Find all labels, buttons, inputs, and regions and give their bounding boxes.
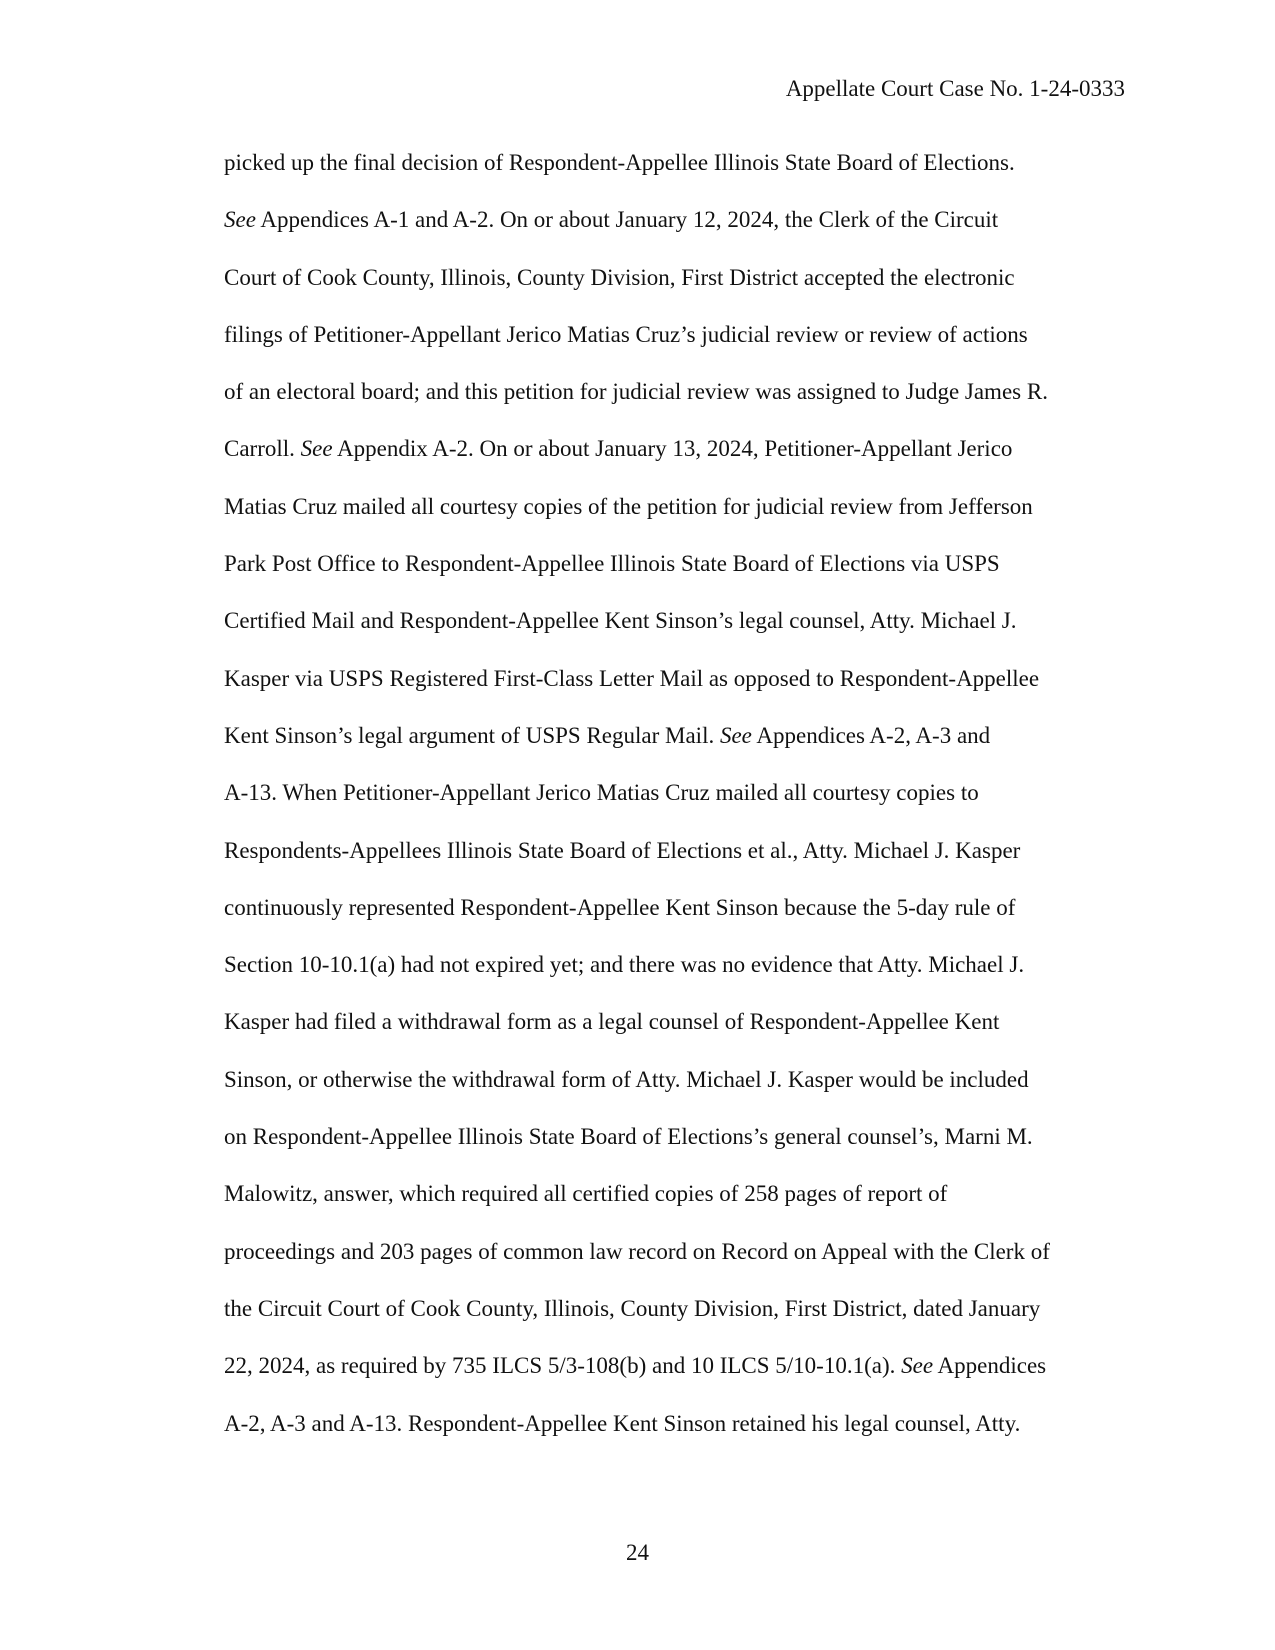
citation-signal: See bbox=[901, 1353, 934, 1379]
text-segment: Appendices A-1 and A-2. On or about January 12, 2024, the Clerk of the Circuit bbox=[255, 207, 999, 233]
text-line bbox=[224, 547, 1124, 604]
text-line bbox=[224, 1177, 1124, 1234]
text-segment: A-13. When Petitioner-Appellant Jerico Matias Cruz mailed all courtesy copies to bbox=[224, 780, 979, 806]
text-segment: Appendices A-2, A-3 and bbox=[751, 722, 991, 748]
text-segment: continuously represented Respondent-Appellee Kent Sinson because the 5-day rule of bbox=[224, 894, 1016, 920]
text-line bbox=[224, 261, 1124, 318]
body-paragraph bbox=[224, 146, 1124, 1464]
text-segment: proceedings and 203 pages of common law record on Record on Appeal with the Clerk of bbox=[224, 1238, 1050, 1264]
text-segment: 22, 2024, as required by 735 ILCS 5/3-108(b) and 10 ILCS 5/10-10.1(a). bbox=[224, 1353, 902, 1379]
text-segment: Appendices bbox=[933, 1353, 1047, 1379]
text-segment: Kasper had filed a withdrawal form as a legal counsel of Respondent-Appellee Kent bbox=[224, 1009, 1000, 1035]
text-segment: filings of Petitioner-Appellant Jerico Matias Cruz’s judicial review or review of actions bbox=[224, 321, 1028, 347]
text-line bbox=[224, 1235, 1124, 1292]
text-segment: Respondents-Appellees Illinois State Board of Elections et al., Atty. Michael J. Kasper bbox=[224, 837, 1021, 863]
text-line bbox=[224, 1292, 1124, 1349]
text-line bbox=[224, 432, 1124, 489]
text-segment: Certified Mail and Respondent-Appellee Kent Sinson’s legal counsel, Atty. Michael J. bbox=[224, 608, 1017, 634]
text-line bbox=[224, 662, 1124, 719]
text-line bbox=[224, 1349, 1124, 1406]
citation-signal: See bbox=[224, 207, 256, 233]
text-segment: on Respondent-Appellee Illinois State Board of Elections’s general counsel’s, Marni M. bbox=[224, 1124, 1033, 1150]
text-line bbox=[224, 203, 1124, 260]
text-segment: the Circuit Court of Cook County, Illinois, County Division, First District, dated January bbox=[224, 1295, 1041, 1321]
text-segment: Appendix A-2. On or about January 13, 2024, Petitioner-Appellant Jerico bbox=[332, 436, 1013, 462]
text-segment: A-2, A-3 and A-13. Respondent-Appellee Kent Sinson retained his legal counsel, Atty. bbox=[224, 1410, 1021, 1436]
text-segment: Carroll. bbox=[224, 436, 301, 462]
text-line bbox=[224, 948, 1124, 1005]
text-segment: Court of Cook County, Illinois, County Division, First District accepted the electronic bbox=[224, 264, 1015, 290]
text-segment: of an electoral board; and this petition for judicial review was assigned to Judge James R. bbox=[224, 379, 1048, 405]
text-segment: Sinson, or otherwise the withdrawal form of Atty. Michael J. Kasper would be included bbox=[224, 1066, 1029, 1092]
text-line bbox=[224, 375, 1124, 432]
text-segment: Kasper via USPS Registered First-Class Letter Mail as opposed to Respondent-Appellee bbox=[224, 665, 1040, 691]
case-number-header: Appellate Court Case No. 1-24-0333 bbox=[785, 76, 1125, 101]
text-segment: Matias Cruz mailed all courtesy copies of the petition for judicial review from Jefferson bbox=[224, 493, 1033, 519]
text-segment: Kent Sinson’s legal argument of USPS Regular Mail. bbox=[224, 722, 720, 748]
text-line bbox=[224, 719, 1124, 776]
text-line bbox=[224, 146, 1124, 203]
text-line bbox=[224, 1063, 1124, 1120]
text-line bbox=[224, 891, 1124, 948]
text-segment: Park Post Office to Respondent-Appellee Illinois State Board of Elections via USPS bbox=[224, 551, 1000, 577]
text-segment: Section 10-10.1(a) had not expired yet; and there was no evidence that Atty. Michael J. bbox=[224, 952, 1025, 978]
text-segment: picked up the final decision of Respondent-Appellee Illinois State Board of Elections. bbox=[224, 150, 1015, 175]
text-line bbox=[224, 1407, 1124, 1464]
text-line bbox=[224, 604, 1124, 661]
page-number: 24 bbox=[626, 1540, 649, 1565]
text-line bbox=[224, 318, 1124, 375]
text-line bbox=[224, 490, 1124, 547]
citation-signal: See bbox=[300, 436, 333, 462]
text-line bbox=[224, 776, 1124, 833]
text-line bbox=[224, 1120, 1124, 1177]
citation-signal: See bbox=[719, 722, 752, 748]
text-line bbox=[224, 1005, 1124, 1062]
text-segment: Malowitz, answer, which required all certified copies of 258 pages of report of bbox=[224, 1181, 948, 1207]
text-line bbox=[224, 834, 1124, 891]
